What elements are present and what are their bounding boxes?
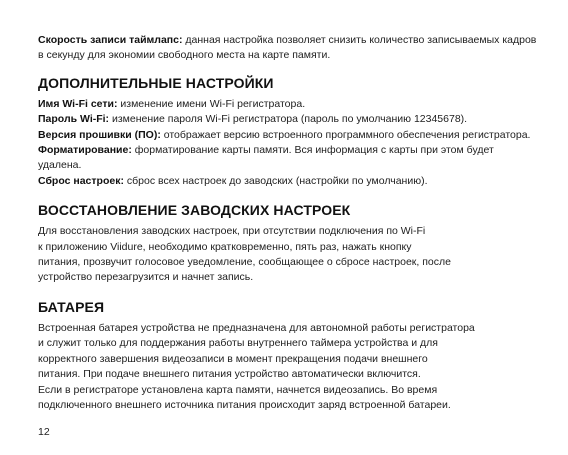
- wifi-name-description: изменение имени Wi-Fi регистратора.: [117, 97, 306, 110]
- wifi-name-term: Имя Wi-Fi сети:: [38, 97, 118, 110]
- formatting-paragraph: [38, 143, 538, 174]
- formatting-description: форматирование карты памяти. Вся информация с карты при этом будет удалена.: [38, 144, 494, 172]
- reset-settings-description: сброс всех настроек до заводских (настройки по умолчанию).: [123, 174, 428, 187]
- reset-settings-term: Сброс настроек:: [38, 174, 124, 187]
- battery-line: подключенного внешнего источника питания происходит заряд встроенной батареи.: [38, 398, 451, 411]
- section-spacer: [38, 286, 538, 298]
- battery-line: корректного завершения видеозаписи в момент прекращения подачи внешнего: [38, 352, 428, 365]
- reset-settings-paragraph: [38, 174, 538, 189]
- section-spacer: [38, 189, 538, 201]
- factory-reset-paragraph: [38, 224, 538, 286]
- timelapse-speed-description: данная настройка позволяет снизить количество записываемых кадров в секунду для экономии свободного места на карте памяти.: [38, 34, 537, 62]
- page-number: 12: [38, 426, 50, 438]
- firmware-version-term: Версия прошивки (ПО):: [38, 128, 161, 141]
- factory-reset-line: Для восстановления заводских настроек, при отсутствии подключения по Wi-Fi: [38, 225, 426, 238]
- firmware-version-description: отображает версию встроенного программного обеспечения регистратора.: [160, 128, 531, 141]
- timelapse-speed-term: Скорость записи таймлапс:: [38, 34, 183, 46]
- wifi-password-paragraph: [38, 112, 538, 127]
- factory-reset-line: устройство перезагрузится и начнет запись.: [38, 271, 254, 284]
- battery-line: питания. При подаче внешнего питания устройство автоматически включится.: [38, 368, 421, 381]
- factory-reset-line: к приложению Viidure, необходимо кратковременно, пять раз, нажать кнопку: [38, 240, 412, 253]
- wifi-name-paragraph: [38, 97, 538, 112]
- wifi-password-term: Пароль Wi-Fi:: [38, 113, 110, 126]
- battery-line: и служит только для поддержания работы внутреннего таймера устройства и для: [38, 337, 438, 350]
- battery-line: Если в регистраторе установлена карта памяти, начнется видеозапись. Во время: [38, 383, 438, 396]
- manual-page: [38, 33, 538, 413]
- firmware-version-paragraph: [38, 128, 538, 143]
- additional-settings-heading: ДОПОЛНИТЕЛЬНЫЕ НАСТРОЙКИ: [38, 74, 274, 91]
- wifi-password-description: изменение пароля Wi-Fi регистратора (пароль по умолчанию 12345678).: [109, 113, 468, 126]
- formatting-term: Форматирование:: [38, 144, 132, 157]
- timelapse-speed-paragraph: [38, 33, 538, 64]
- battery-line: Встроенная батарея устройства не предназначена для автономной работы регистратора: [38, 321, 475, 334]
- battery-heading: БАТАРЕЯ: [38, 298, 105, 315]
- factory-reset-heading: ВОССТАНОВЛЕНИЕ ЗАВОДСКИХ НАСТРОЕК: [38, 202, 351, 219]
- factory-reset-line: питания, прозвучит голосовое уведомление, сообщающее о сбросе настроек, после: [38, 256, 451, 269]
- battery-paragraph: [38, 321, 538, 413]
